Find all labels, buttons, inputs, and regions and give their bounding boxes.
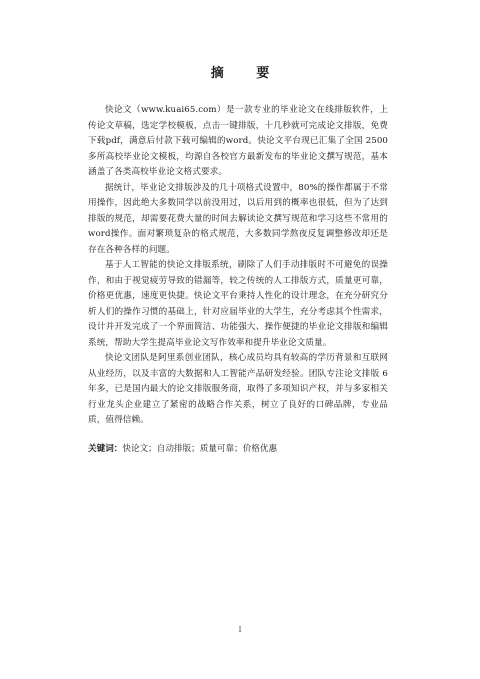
abstract-paragraph-2: 据统计，毕业论文排版涉及的几十项格式设置中，80%的操作都属于不常用操作，因此绝大多数同学以前没用过，以后用到的概率也很低，但为了达到排版的规范，却需要花费大量的时间去解读论文撰写规范和学习这些不常用的 word操作。面对繁琐复杂的格式规范，大多数同学熬夜反复调整修改却还是存在各种各样的问题。: [88, 182, 388, 255]
abstract-paragraph-3: 基于人工智能的快论文排版系统，刷除了人们手动排版时不可避免的误操作，和由于视觉疲劳导致的错漏等，较之传统的人工排版方式，质量更可靠，价格更优惠，速度更快捷。快论文平台秉持人性化的设计理念，在充分研究分析人们的操作习惯的基础上，针对应届毕业的大学生，充分考虑其个性需求，设计并开发完成了一个界面简洁、功能强大、操作便捷的毕业论文排版和编辑系统，帮助大学生提高毕业论文写作效率和提升毕业论文质量。: [88, 260, 388, 348]
page-title: 摘 要: [210, 66, 284, 81]
abstract-paragraph-1: 快论文（www.kuai65.com）是一款专业的毕业论文在线排版软件，上传论文草稿，选定学校模板，点击一键排版，十几秒就可完成论文排版，免费下载pdf，满意后付款下载可编辑的word。快论文平台现已汇集了全国 2500 多所高校毕业论文模板，均源自各校官方最新发布的毕业论文撰写规范，基本涵盖了各类高校毕业论文格式要求。: [88, 105, 388, 177]
page-number: I: [238, 626, 242, 634]
keywords-label: 关键词：: [88, 444, 123, 454]
keywords-line: [88, 442, 388, 457]
abstract-paragraph-4: 快论文团队是阿里系创业团队，核心成员均具有较高的学历背景和互联网从业经历，以及丰富的大数据和人工智能产品研发经验。团队专注论文排版 6 年多，已是国内最大的论文排版服务商，取得了多项知识产权，并与多家相关行业龙头企业建立了紧密的战略合作关系，树立了良好的口碑品牌，专业品质，值得信赖。: [88, 353, 388, 425]
keywords-text: 快论文；自动排版；质量可靠；价格优惠: [122, 444, 278, 454]
abstract-body: [88, 103, 388, 429]
